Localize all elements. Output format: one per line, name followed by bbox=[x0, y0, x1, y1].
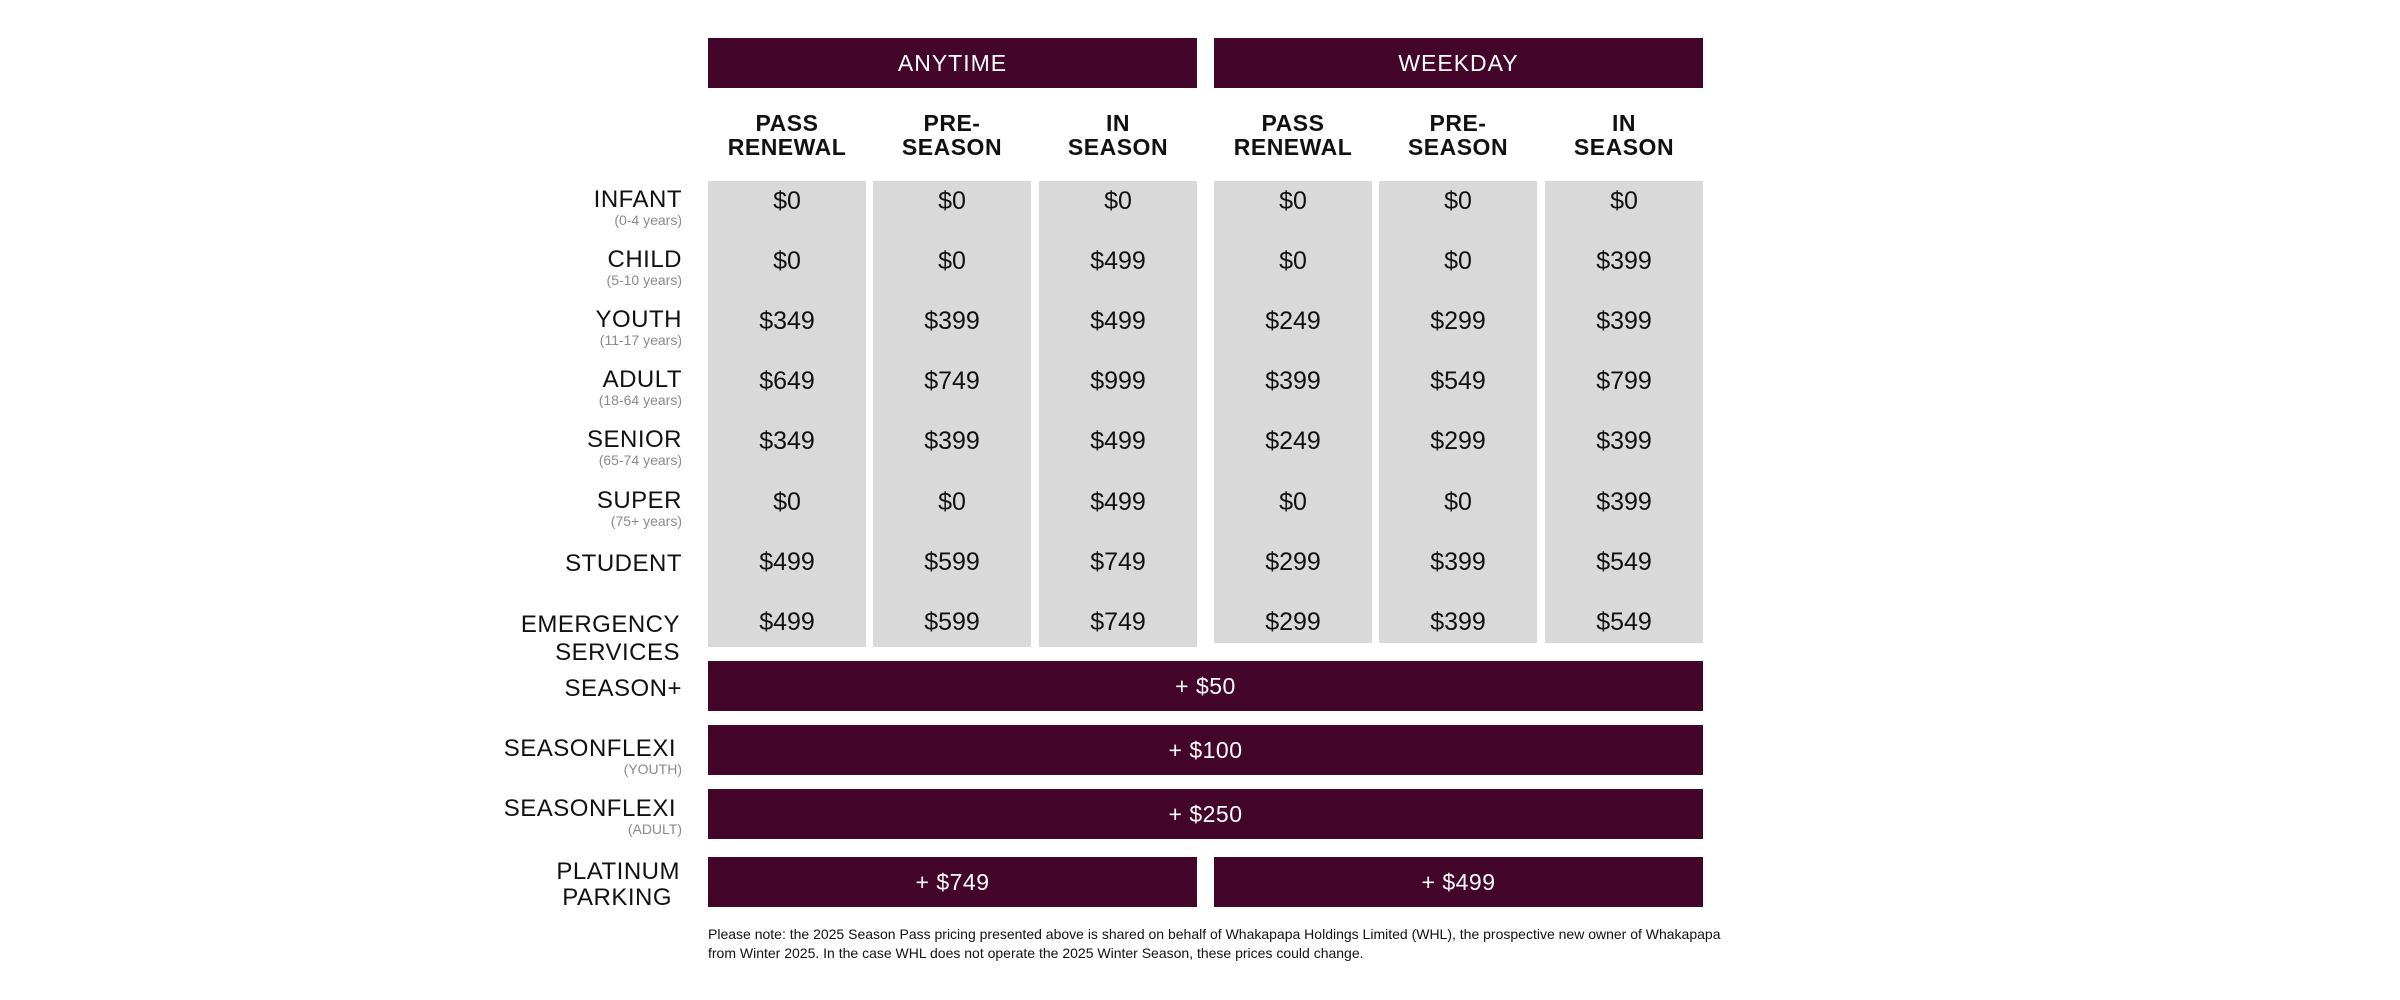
row-label-variant: (ADULT) bbox=[627, 821, 682, 837]
price-cell: $399 bbox=[924, 426, 980, 455]
price-cell: $399 bbox=[1596, 487, 1652, 516]
price-cell: $299 bbox=[1430, 426, 1486, 455]
row-label-youth bbox=[596, 307, 683, 348]
price-cell: $399 bbox=[924, 306, 980, 335]
price-cell: $0 bbox=[773, 487, 801, 516]
column-header-line: SEASON bbox=[1573, 134, 1675, 160]
price-cell: $499 bbox=[1090, 306, 1146, 335]
column-header-line: IN bbox=[1106, 110, 1130, 136]
column-header-anytime-in-season bbox=[1039, 108, 1197, 162]
row-label-text: SENIOR bbox=[586, 426, 682, 453]
price-cell: $399 bbox=[1430, 607, 1486, 636]
price-cell: $0 bbox=[773, 246, 801, 275]
row-label-super bbox=[597, 488, 682, 529]
price-cell: $249 bbox=[1265, 426, 1321, 455]
price-cell: $399 bbox=[1265, 366, 1321, 395]
price-cell: $749 bbox=[924, 366, 980, 395]
price-cell: $799 bbox=[1596, 366, 1652, 395]
column-header-anytime-pass-renewal bbox=[708, 108, 866, 162]
row-label-text: INFANT bbox=[593, 186, 682, 213]
price-cell: $399 bbox=[1596, 426, 1652, 455]
price-cell: $349 bbox=[759, 426, 815, 455]
addon-bar-season-plus: + $50 bbox=[708, 661, 1703, 711]
price-cell: $999 bbox=[1090, 366, 1146, 395]
row-label-text: PLATINUM bbox=[556, 858, 680, 885]
parking-bar-weekday: + $499 bbox=[1214, 857, 1703, 907]
row-label-student bbox=[565, 551, 682, 577]
row-label-text: ADULT bbox=[602, 366, 682, 393]
price-cell: $399 bbox=[1596, 246, 1652, 275]
price-cell: $549 bbox=[1430, 366, 1486, 395]
price-cell: $499 bbox=[1090, 426, 1146, 455]
price-cell: $399 bbox=[1596, 306, 1652, 335]
price-cell: $0 bbox=[1279, 246, 1307, 275]
row-label-age-range: (75+ years) bbox=[610, 513, 682, 529]
row-label-age-range: (65-74 years) bbox=[598, 452, 682, 468]
price-cell: $299 bbox=[1265, 607, 1321, 636]
column-header-line: PRE- bbox=[1429, 110, 1487, 136]
parking-bar-anytime: + $749 bbox=[708, 857, 1197, 907]
price-cell: $0 bbox=[938, 186, 966, 215]
price-cell: $499 bbox=[759, 547, 815, 576]
column-header-line: SEASON bbox=[1407, 134, 1509, 160]
price-cell: $349 bbox=[759, 306, 815, 335]
price-cell: $549 bbox=[1596, 547, 1652, 576]
row-label-text: EMERGENCY SERVICES bbox=[520, 611, 680, 666]
price-cell: $299 bbox=[1265, 547, 1321, 576]
row-label-text: SUPER bbox=[596, 487, 682, 514]
row-label-text: SEASONFLEXI bbox=[503, 735, 676, 762]
row-label-seasonflexi-adult bbox=[503, 795, 682, 837]
row-label-text: PARKING bbox=[562, 884, 672, 911]
pricing-footnote: Please note: the 2025 Season Pass pricing presented above is shared on behalf of Whakapapa Holdings Limited (WHL), the prospective new owner of Whakapapa from Winter 2025. In the case WHL does not operate the 2025 Winter Season, these prices could change. bbox=[708, 926, 1721, 961]
row-label-child bbox=[607, 247, 682, 288]
row-label-emergency-services bbox=[460, 611, 680, 667]
row-label-senior bbox=[587, 427, 682, 468]
addon-bar-seasonflexi-adult: + $250 bbox=[708, 789, 1703, 839]
column-header-line: IN bbox=[1612, 110, 1636, 136]
column-header-line: PASS bbox=[1261, 110, 1325, 136]
column-header-line: RENEWAL bbox=[727, 134, 847, 160]
column-header-weekday-in-season bbox=[1545, 108, 1703, 162]
row-label-text: YOUTH bbox=[595, 306, 682, 333]
price-cell: $399 bbox=[1430, 547, 1486, 576]
row-label-season-plus bbox=[564, 676, 682, 702]
price-cell: $0 bbox=[773, 186, 801, 215]
column-header-line: SEASON bbox=[1067, 134, 1169, 160]
price-cell: $0 bbox=[1104, 186, 1132, 215]
price-cell: $0 bbox=[1279, 186, 1307, 215]
price-cell: $0 bbox=[1610, 186, 1638, 215]
price-cell: $599 bbox=[924, 547, 980, 576]
price-cell: $499 bbox=[1090, 246, 1146, 275]
row-label-age-range: (11-17 years) bbox=[599, 332, 682, 348]
column-header-anytime-pre-season bbox=[873, 108, 1031, 162]
row-label-age-range: (0-4 years) bbox=[614, 212, 682, 228]
price-cell: $0 bbox=[1444, 186, 1472, 215]
column-header-line: PASS bbox=[755, 110, 819, 136]
price-cell: $599 bbox=[924, 607, 980, 636]
price-cell: $0 bbox=[938, 487, 966, 516]
price-cell: $749 bbox=[1090, 607, 1146, 636]
row-label-platinum-parking bbox=[556, 859, 680, 911]
column-header-line: SEASON bbox=[901, 134, 1003, 160]
group-header-anytime: ANYTIME bbox=[708, 38, 1197, 88]
row-label-age-range: (5-10 years) bbox=[606, 272, 682, 288]
row-label-seasonflexi-youth bbox=[503, 735, 682, 777]
price-cell: $749 bbox=[1090, 547, 1146, 576]
price-cell: $499 bbox=[1090, 487, 1146, 516]
price-cell: $649 bbox=[759, 366, 815, 395]
row-label-infant bbox=[594, 187, 682, 228]
row-label-text: CHILD bbox=[607, 246, 682, 273]
row-label-text: SEASONFLEXI bbox=[503, 795, 676, 822]
price-cell: $499 bbox=[759, 607, 815, 636]
row-label-text: STUDENT bbox=[565, 550, 682, 577]
row-label-variant: (YOUTH) bbox=[623, 761, 682, 777]
price-cell: $549 bbox=[1596, 607, 1652, 636]
price-cell: $249 bbox=[1265, 306, 1321, 335]
price-cell: $299 bbox=[1430, 306, 1486, 335]
price-cell: $0 bbox=[1444, 487, 1472, 516]
price-cell: $0 bbox=[938, 246, 966, 275]
price-cell: $0 bbox=[1279, 487, 1307, 516]
column-header-weekday-pre-season bbox=[1379, 108, 1537, 162]
group-header-weekday: WEEKDAY bbox=[1214, 38, 1703, 88]
price-cell: $0 bbox=[1444, 246, 1472, 275]
addon-bar-seasonflexi-youth: + $100 bbox=[708, 725, 1703, 775]
column-header-weekday-pass-renewal bbox=[1214, 108, 1372, 162]
column-header-line: PRE- bbox=[923, 110, 981, 136]
row-label-text: SEASON+ bbox=[564, 675, 682, 702]
row-label-age-range: (18-64 years) bbox=[598, 392, 682, 408]
column-header-line: RENEWAL bbox=[1233, 134, 1353, 160]
row-label-adult bbox=[599, 367, 682, 408]
